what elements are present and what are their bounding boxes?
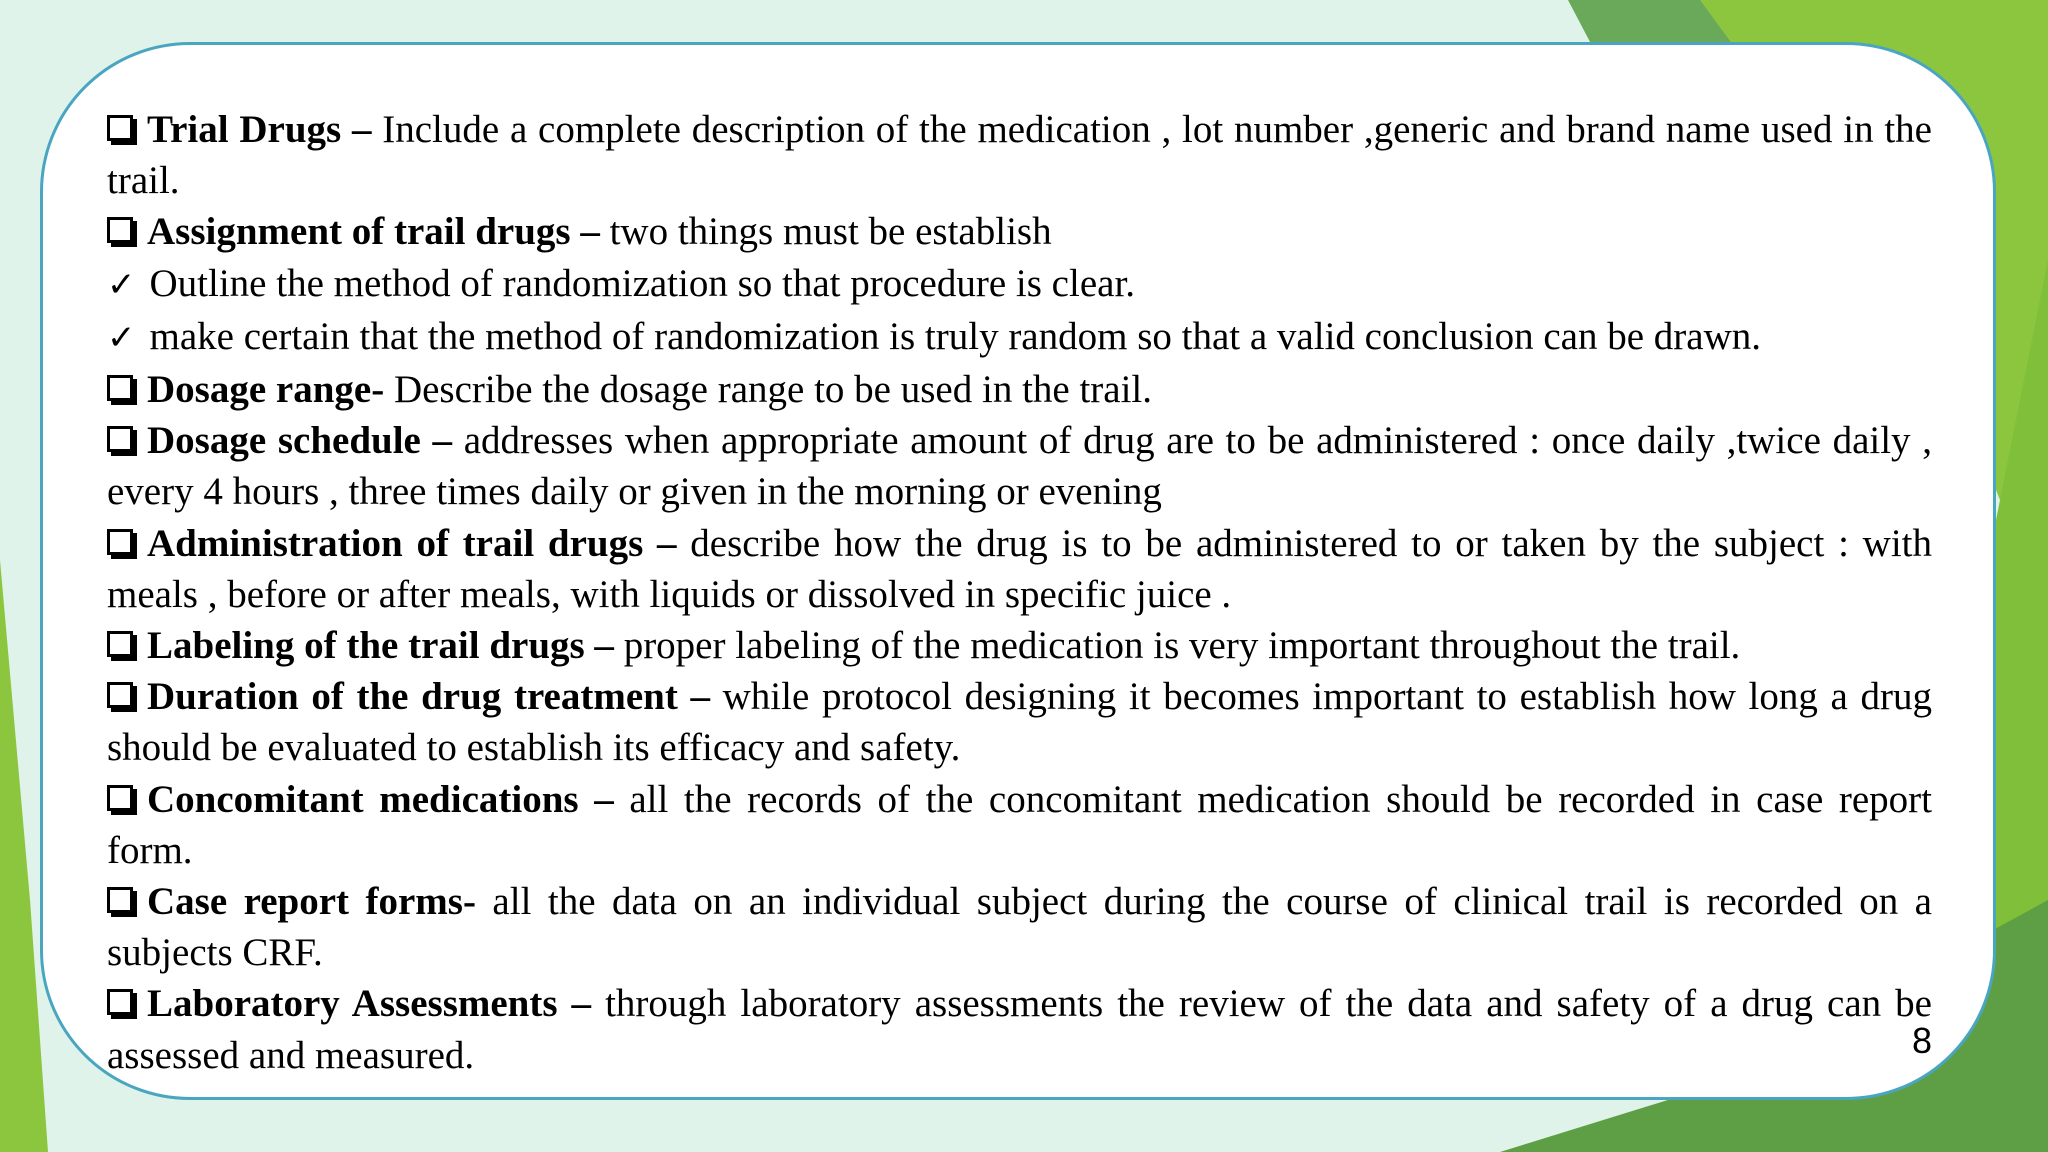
item-title: Case report forms- [147, 880, 476, 924]
list-item [107, 518, 1932, 620]
item-text: Outline the method of randomization so that procedure is clear. [149, 261, 1136, 305]
checkbox-icon [107, 785, 133, 811]
list-item [107, 978, 1932, 1080]
page-number: 8 [1911, 1020, 1932, 1061]
list-item [107, 206, 1932, 257]
list-item [107, 671, 1932, 773]
item-title: Laboratory Assessments – [147, 982, 592, 1026]
checkbox-icon [107, 887, 133, 913]
item-title: Dosage schedule – [147, 419, 453, 463]
checkbox-icon [107, 631, 133, 657]
checkmark-icon: ✓ [107, 264, 136, 305]
item-text: proper labeling of the medication is very important throughout the trail. [613, 624, 1741, 668]
item-text: describe how the drug is to be administered to or taken by the subject : with meals , before or after meals, with liquids or dissolved in specific juice . [107, 521, 1933, 616]
checkbox-icon [107, 217, 133, 243]
checkbox-icon [107, 989, 133, 1015]
list-item [107, 620, 1932, 671]
item-title: Labeling of the trail drugs – [147, 624, 614, 668]
item-text: all the records of the concomitant medication should be recorded in case report form. [107, 777, 1932, 872]
checkmark-icon: ✓ [107, 317, 136, 358]
list-item [107, 876, 1932, 978]
list-item [107, 104, 1932, 206]
item-text: Include a complete description of the medication , lot number ,generic and brand name used in the trail. [107, 108, 1932, 203]
item-title: Dosage range- [147, 368, 385, 412]
list-item [107, 415, 1932, 517]
bullet-list [107, 104, 1932, 1081]
item-title: Assignment of trail drugs – [147, 210, 600, 254]
item-title: Administration of trail drugs – [147, 521, 677, 565]
item-text: all the data on an individual subject during the course of clinical trail is recorded on a subjects CRF. [107, 880, 1932, 975]
checkbox-icon [107, 682, 133, 708]
item-title: Duration of the drug treatment – [147, 675, 710, 719]
checkbox-icon [107, 426, 133, 452]
checkbox-icon [107, 115, 133, 141]
item-title: Concomitant medications – [147, 777, 614, 821]
item-text: while protocol designing it becomes important to establish how long a drug should be evaluated to establish its efficacy and safety. [107, 675, 1932, 770]
checkbox-icon [107, 375, 133, 401]
list-item [107, 774, 1932, 876]
item-title: Trial Drugs – [147, 108, 372, 151]
checkbox-icon [107, 529, 133, 555]
list-item [107, 258, 1932, 311]
item-text: make certain that the method of randomization is truly random so that a valid conclusion can be drawn. [149, 314, 1762, 358]
item-text: Describe the dosage range to be used in the trail. [384, 368, 1153, 412]
item-text: addresses when appropriate amount of drug are to be administered : once daily ,twice daily , every 4 hours , three times daily or given in the morning or evening [107, 419, 1932, 514]
list-item [107, 311, 1932, 364]
item-text: through laboratory assessments the review of the data and safety of a drug can be assessed and measured. [107, 982, 1932, 1077]
item-text: two things must be establish [599, 210, 1052, 254]
list-item [107, 364, 1932, 415]
